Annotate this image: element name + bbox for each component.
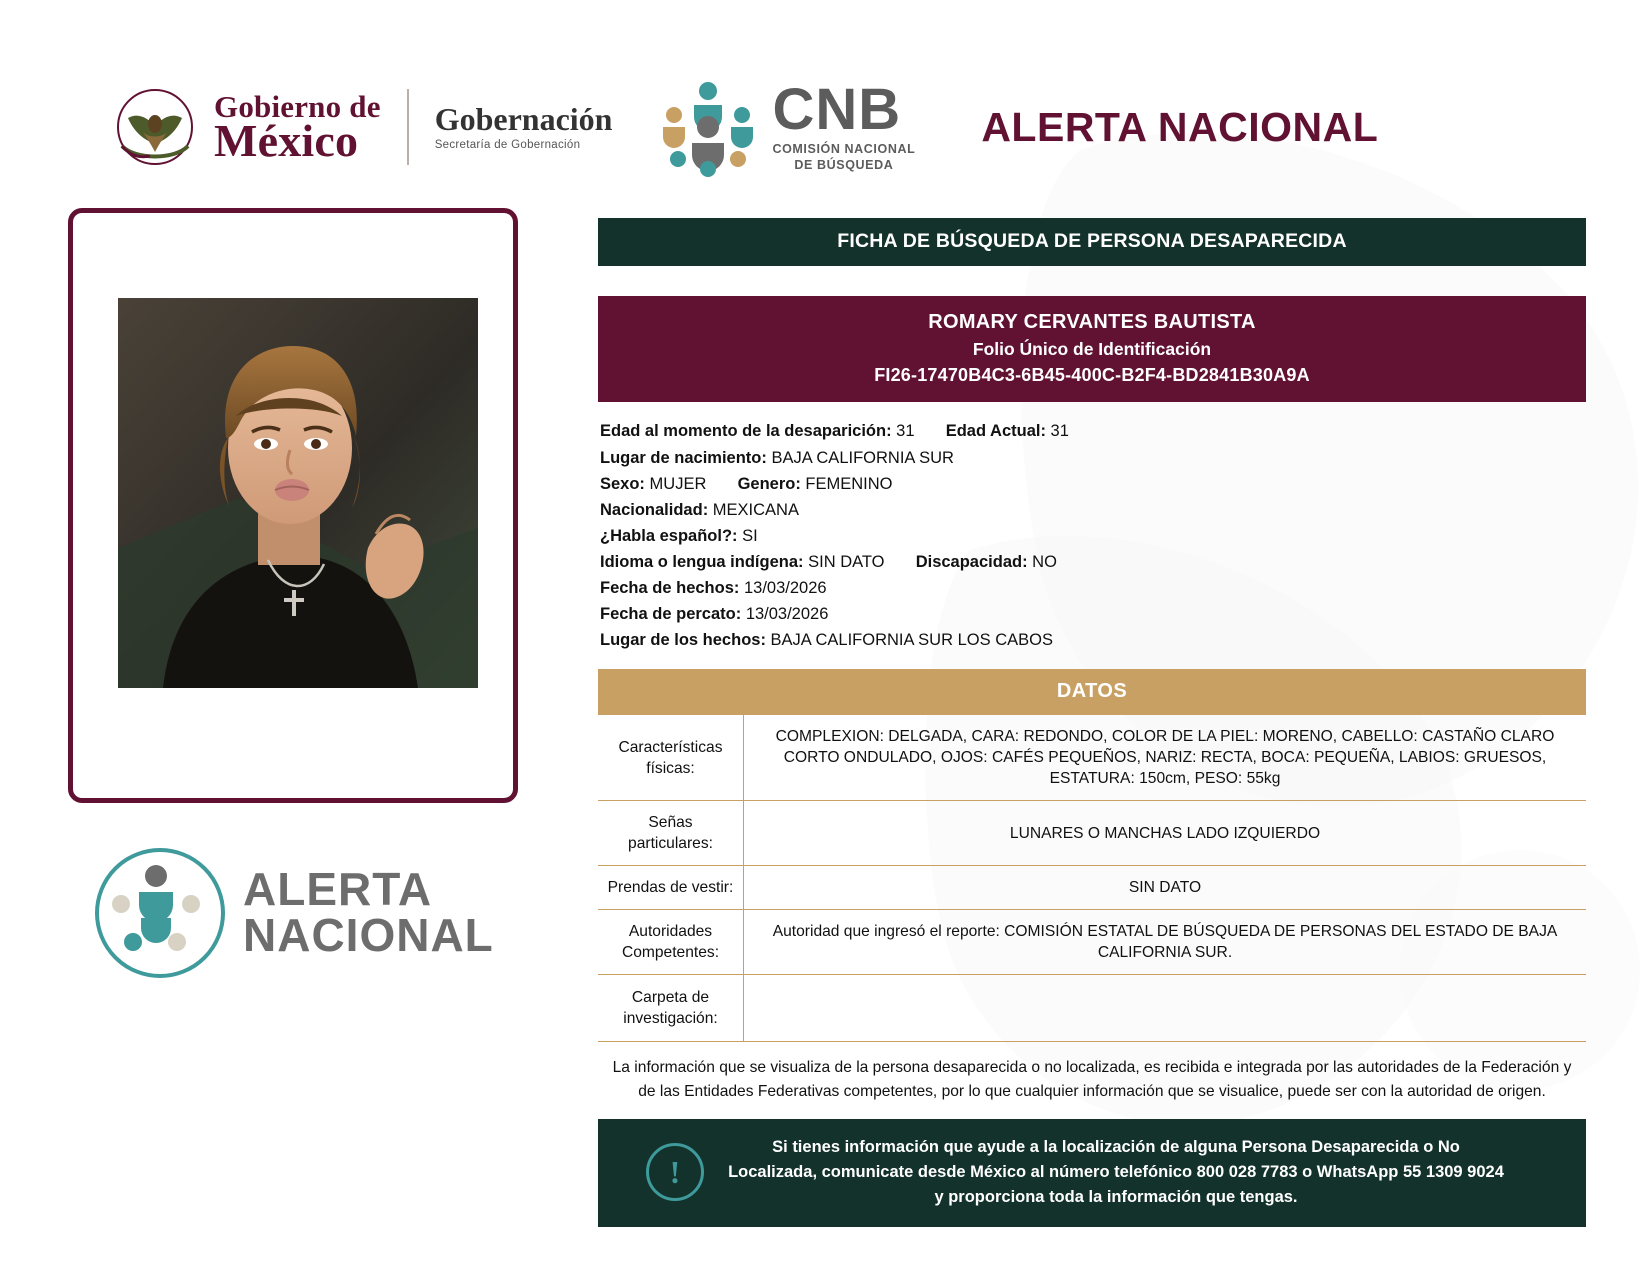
discapacidad-value: NO [1032, 552, 1057, 571]
genero-value: FEMENINO [805, 474, 893, 493]
sexo-label: Sexo: [600, 474, 645, 493]
table-row [598, 866, 1586, 910]
row-key: Señas particulares: [598, 801, 744, 866]
folio-label: Folio Único de Identificación [972, 339, 1212, 359]
discapacidad-label: Discapacidad: [915, 552, 1028, 571]
nacionalidad-label: Nacionalidad: [600, 500, 709, 519]
datos-header: DATOS [598, 669, 1586, 715]
row-key: Carpeta de investigación: [598, 975, 744, 1042]
genero-label: Genero: [737, 474, 801, 493]
field-sexo-genero [600, 471, 1586, 497]
field-idioma-discapacidad [600, 549, 1586, 575]
lugar-hechos-value: BAJA CALIFORNIA SUR LOS CABOS [770, 630, 1053, 649]
field-fecha-percato [600, 601, 1586, 627]
nacionalidad-value: MEXICANA [712, 500, 799, 519]
lugar-nacimiento-label: Lugar de nacimiento: [600, 448, 767, 467]
field-habla-espanol [600, 523, 1586, 549]
sexo-value: MUJER [649, 474, 707, 493]
row-key: Autoridades Competentes: [598, 910, 744, 975]
cnb-line2: DE BÚSQUEDA [794, 157, 894, 172]
folio-value: FI26-17470B4C3-6B45-400C-B2F4-BD2841B30A9A [874, 365, 1310, 386]
lugar-hechos-label: Lugar de los hechos: [600, 630, 766, 649]
fecha-percato-label: Fecha de percato: [600, 604, 742, 623]
habla-espanol-label: ¿Habla español?: [600, 526, 738, 545]
fecha-percato-value: 13/03/2026 [745, 604, 829, 623]
contact-text: Si tienes información que ayude a la localización de alguna Persona Desaparecida o No Localizada, comunicate desde México al número telefónico 800 028 7783 o WhatsApp 55 1309 9024 y proporciona toda la información que tengas. [728, 1138, 1504, 1206]
main-content [598, 218, 1586, 1227]
cnb-logo [656, 75, 915, 179]
field-lugar-hechos [600, 627, 1586, 653]
segob-title: Gobernación [434, 101, 613, 138]
idioma-label: Idioma o lengua indígena: [600, 552, 804, 571]
page-header [0, 72, 1650, 182]
table-row [598, 715, 1586, 801]
alerta-nacional-heading: ALERTA NACIONAL [981, 103, 1379, 150]
row-value: Autoridad que ingresó el reporte: COMISIÓN ESTATAL DE BÚSQUEDA DE PERSONAS DEL ESTADO DE BAJA CALIFORNIA SUR. [744, 910, 1587, 975]
header-divider [407, 89, 409, 165]
gobierno-line1: Gobierno de [214, 88, 381, 124]
person-name: ROMARY CERVANTES BAUTISTA [928, 311, 1256, 333]
edad-actual-label: Edad Actual: [945, 422, 1046, 441]
row-key: Prendas de vestir: [598, 866, 744, 910]
fecha-hechos-value: 13/03/2026 [743, 578, 827, 597]
table-row [598, 910, 1586, 975]
table-row [598, 975, 1586, 1042]
segob-subtitle: Secretaría de Gobernación [434, 138, 581, 151]
idioma-value: SIN DATO [808, 552, 885, 571]
edad-desaparicion-label: Edad al momento de la desaparición: [600, 422, 892, 441]
gobierno-line2: México [214, 114, 359, 166]
table-row [598, 801, 1586, 866]
alerta-logo-line2: NACIONAL [243, 908, 494, 961]
alerta-nacional-logo [95, 845, 515, 980]
edad-desaparicion-value: 31 [896, 422, 915, 441]
person-identity-banner [598, 296, 1586, 402]
ficha-banner: FICHA DE BÚSQUEDA DE PERSONA DESAPARECIDA [598, 218, 1586, 266]
row-value: SIN DATO [744, 866, 1587, 910]
habla-espanol-value: SI [742, 526, 758, 545]
photo-frame [68, 208, 518, 803]
cnb-people-icon [656, 75, 760, 179]
row-value: COMPLEXION: DELGADA, CARA: REDONDO, COLOR DE LA PIEL: MORENO, CABELLO: CASTAÑO CLARO CORTO ONDULADO, OJOS: CAFÉS PEQUEÑOS, NARIZ: RECTA, BOCA: PEQUEÑA, LABIOS: GRUESOS, ESTATURA: 150cm, PESO: 55kg [744, 715, 1587, 801]
segob-logo [435, 103, 613, 151]
row-value [744, 975, 1587, 1042]
cnb-line1: COMISIÓN NACIONAL [772, 141, 916, 156]
cnb-acronym: CNB [772, 76, 902, 142]
field-edad [600, 418, 1586, 444]
row-value: LUNARES O MANCHAS LADO IZQUIERDO [744, 801, 1587, 866]
disclaimer-text: La información que se visualiza de la persona desaparecida o no localizada, es recibida e integrada por las autoridades de la Federación y de las Entidades Federativas competentes, por lo que cualquier información que se visualice, puede ser con la autoridad de origen. [612, 1059, 1572, 1100]
row-key: Características físicas: [598, 715, 744, 801]
field-nacionalidad [600, 497, 1586, 523]
field-fecha-hechos [600, 575, 1586, 601]
alerta-logo-line1: ALERTA [243, 863, 433, 916]
edad-actual-value: 31 [1050, 422, 1069, 441]
exclamation-icon: ! [646, 1143, 704, 1201]
mexican-eagle-icon [110, 88, 200, 166]
fecha-hechos-label: Fecha de hechos: [600, 578, 740, 597]
lugar-nacimiento-value: BAJA CALIFORNIA SUR [771, 448, 954, 467]
datos-table [598, 715, 1586, 1042]
missing-person-photo [118, 298, 478, 688]
alerta-people-icon [95, 848, 225, 978]
person-fields [598, 418, 1586, 653]
gobierno-de-mexico-logo [110, 88, 381, 166]
field-lugar-nacimiento [600, 445, 1586, 471]
contact-banner [598, 1119, 1586, 1227]
